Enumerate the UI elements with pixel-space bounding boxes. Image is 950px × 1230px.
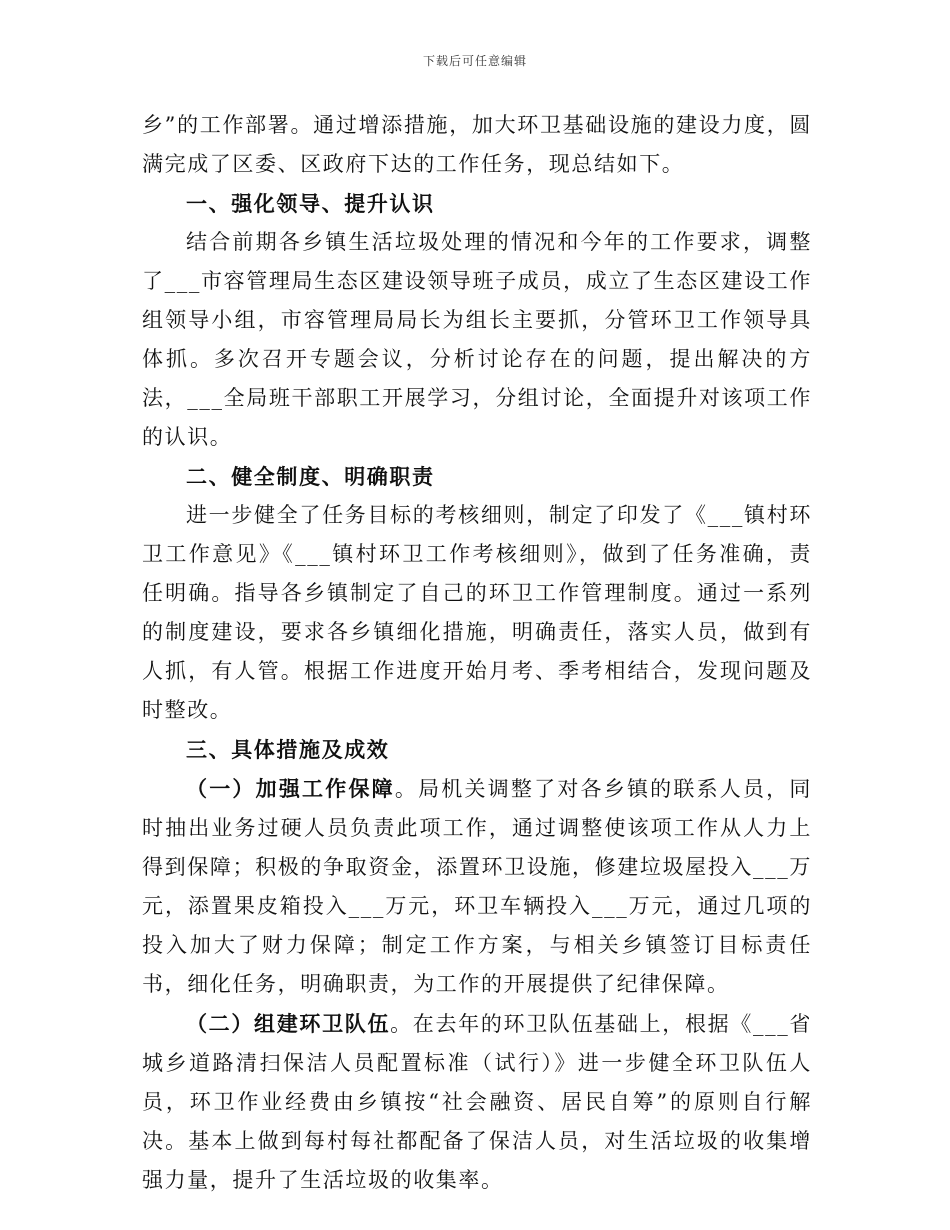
paragraph-subsection-2 — [142, 1004, 812, 1200]
subsection-lead-2: （二）组建环卫队伍 — [186, 1011, 391, 1036]
page-header: 下载后可任意编辑 — [422, 54, 527, 68]
subsection-lead-1: （一）加强工作保障 — [186, 776, 395, 801]
paragraph-section-2: 进一步健全了任务目标的考核细则，制定了印发了《___镇村环卫工作意见》《___镇村环卫工作考核细则》，做到了任务准确，责任明确。指导各乡镇制定了自己的环卫工作管理制度。通过一系列的制度建设，要求各乡镇细化措施，明确责任，落实人员，做到有人抓，有人管。根据工作进度开始月考、季考相结合，发现问题及时整改。 — [142, 503, 812, 722]
section-heading-1: 一、强化领导、提升认识 — [186, 191, 435, 216]
subsection-text-1: 。局机关调整了对各乡镇的联系人员，同时抽出业务过硬人员负责此项工作，通过调整使该项工作从人力上得到保障；积极的争取资金，添置环卫设施，修建垃圾屋投入___万元，添置果皮箱投入___万元，环卫车辆投入___万元，通过几项的投入加大了财力保障；制定工作方案，与相关乡镇签订目标责任书，细化任务，明确职责，为工作的开展提供了纪律保障。 — [142, 777, 812, 996]
document-body — [142, 106, 812, 1200]
paragraph-subsection-1 — [142, 769, 812, 1004]
paragraph-intro: 乡”的工作部署。通过增添措施，加大环卫基础设施的建设力度，圆满完成了区委、区政府下达的工作任务，现总结如下。 — [142, 113, 812, 176]
section-heading-3: 三、具体措施及成效 — [186, 737, 390, 762]
subsection-text-2: 。在去年的环卫队伍基础上，根据《___省城乡道路清扫保洁人员配置标准（试行）》进一步健全环卫队伍人员，环卫作业经费由乡镇按“社会融资、居民自筹”的原则自行解决。基本上做到每村每社都配备了保洁人员，对生活垃圾的收集增强力量，提升了生活垃圾的收集率。 — [142, 1012, 812, 1192]
paragraph-section-1: 结合前期各乡镇生活垃圾处理的情况和今年的工作要求，调整了___市容管理局生态区建设领导班子成员，成立了生态区建设工作组领导小组，市容管理局局长为组长主要抓，分管环卫工作领导具体抓。多次召开专题会议，分析讨论存在的问题，提出解决的方法，___全局班干部职工开展学习，分组讨论，全面提升对该项工作的认识。 — [142, 230, 812, 449]
section-heading-2: 二、健全制度、明确职责 — [186, 464, 435, 489]
